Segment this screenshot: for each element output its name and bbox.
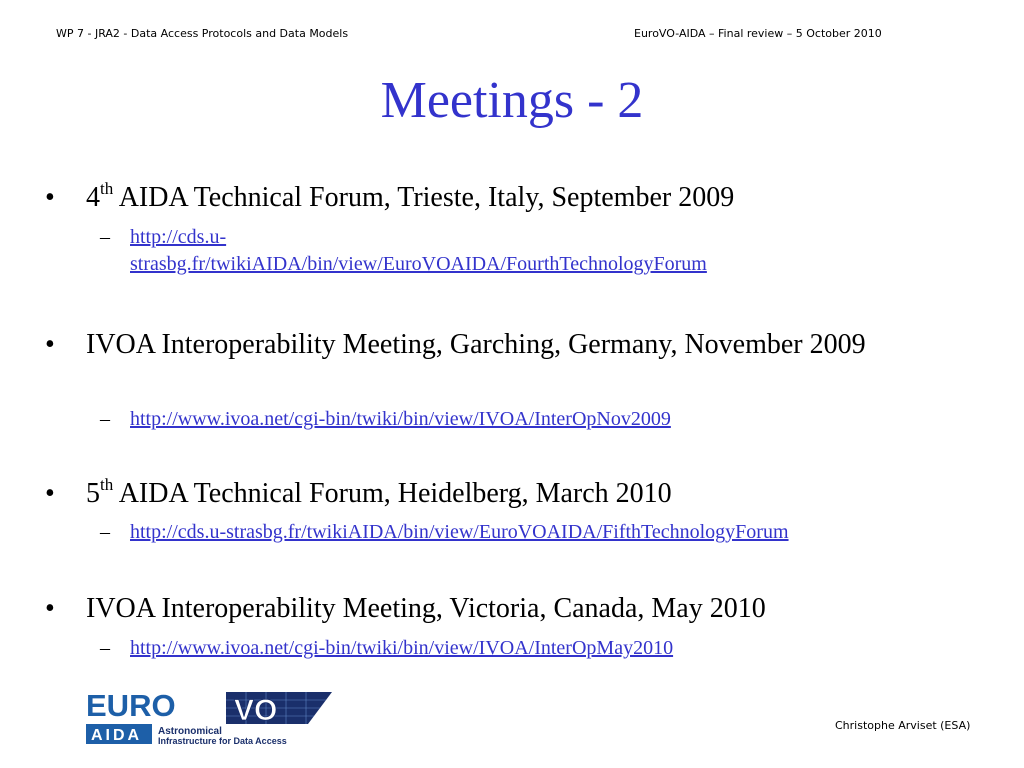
meeting-link[interactable]: http://www.ivoa.net/cgi-bin/twiki/bin/view/IVOA/InterOpNov2009 xyxy=(130,408,671,430)
bullet-text: IVOA Interoperability Meeting, Garching, Germany, November 2009 xyxy=(86,329,866,360)
header-left: WP 7 - JRA2 - Data Access Protocols and Data Models xyxy=(56,27,349,40)
meeting-link[interactable]: http://cds.u-strasbg.fr/twikiAIDA/bin/view/EuroVOAIDA/FifthTechnologyForum xyxy=(130,521,789,543)
bullet-icon: • xyxy=(45,329,55,360)
slide-title: Meetings - 2 xyxy=(380,72,644,129)
dash-icon: – xyxy=(100,521,110,543)
bullet-text-body: AIDA Technical Forum, Heidelberg, March 2010 xyxy=(113,478,672,509)
ordinal-suffix: th xyxy=(100,475,114,494)
logo-tagline-1: Astronomical xyxy=(158,726,222,737)
logo-euro: EURO xyxy=(86,688,176,723)
header-right: EuroVO-AIDA – Final review – 5 October 2010 xyxy=(634,27,882,40)
logo-tagline-2: Infrastructure for Data Access xyxy=(158,736,287,744)
footer-author: Christophe Arviset (ESA) xyxy=(835,719,971,732)
euro-vo-aida-logo xyxy=(86,688,332,744)
bullet-icon: • xyxy=(45,182,55,213)
logo-vo: VO xyxy=(234,694,278,727)
logo-aida: AIDA xyxy=(91,727,143,744)
dash-icon: – xyxy=(100,226,110,248)
bullet-text xyxy=(86,477,971,511)
bullet-icon: • xyxy=(45,593,55,624)
bullet-text xyxy=(86,181,971,215)
dash-icon: – xyxy=(100,637,110,659)
ordinal-number: 5 xyxy=(86,478,100,509)
ordinal-suffix: th xyxy=(100,179,114,198)
bullet-text: IVOA Interoperability Meeting, Victoria, Canada, May 2010 xyxy=(86,593,766,624)
bullet-icon: • xyxy=(45,478,55,509)
ordinal-number: 4 xyxy=(86,182,100,213)
link-line-2: strasbg.fr/twikiAIDA/bin/view/EuroVOAIDA/FourthTechnologyForum xyxy=(130,253,707,275)
meeting-link[interactable] xyxy=(130,224,980,278)
meeting-link[interactable]: http://www.ivoa.net/cgi-bin/twiki/bin/view/IVOA/InterOpMay2010 xyxy=(130,637,674,659)
bullet-text-body: AIDA Technical Forum, Trieste, Italy, September 2009 xyxy=(113,182,735,213)
dash-icon: – xyxy=(100,408,110,430)
link-line-1: http://cds.u- xyxy=(130,226,227,248)
